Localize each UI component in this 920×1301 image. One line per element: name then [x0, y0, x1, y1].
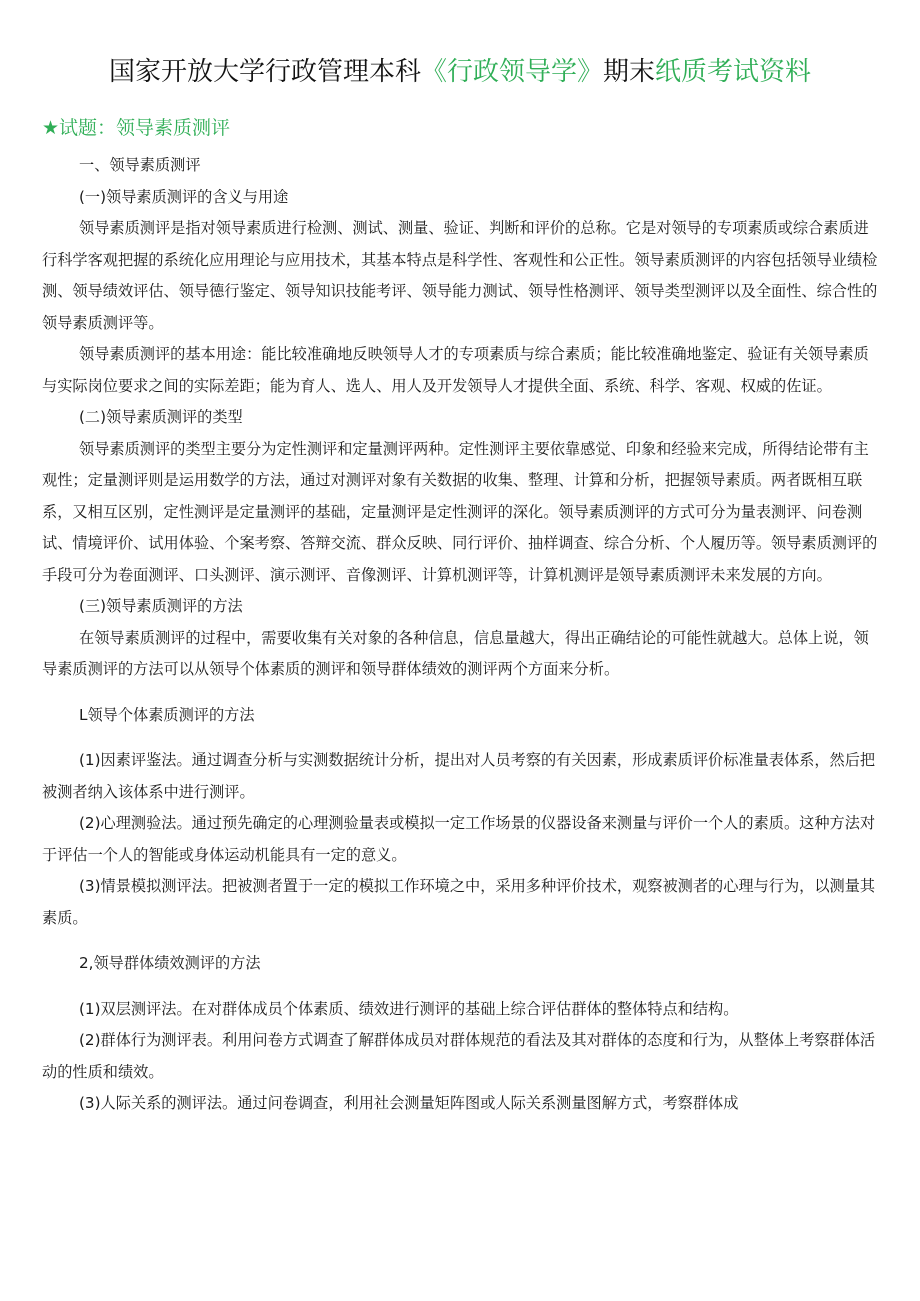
- paragraph: (2)群体行为测评表。利用问卷方式调查了解群体成员对群体规范的看法及其对群体的态度和行为，从整体上考察群体活动的性质和绩效。: [42, 1031, 876, 1081]
- paragraph: (1)双层测评法。在对群体成员个体素质、绩效进行测评的基础上综合评估群体的整体特点和结构。: [79, 999, 739, 1018]
- paragraph: 在领导素质测评的过程中，需要收集有关对象的各种信息，信息量越大，得出正确结论的可能性就越大。总体上说，领导素质测评的方法可以从领导个体素质的测评和领导群体绩效的测评两个方面来分析。: [42, 628, 869, 678]
- paragraph: (3)情景模拟测评法。把被测者置于一定的模拟工作环境之中，采用多种评价技术，观察被测者的心理与行为，以测量其素质。: [42, 877, 876, 927]
- page-title: [0, 52, 920, 92]
- paragraph: (1)因素评鉴法。通过调查分析与实测数据统计分析，提出对人员考察的有关因素，形成素质评价标准量表体系，然后把被测者纳入该体系中进行测评。: [42, 751, 876, 801]
- section-heading: 一、领导素质测评: [79, 156, 201, 174]
- paragraph: (2)心理测验法。通过预先确定的心理测验量表或模拟一定工作场景的仪器设备来测量与评价一个人的素质。这种方法对于评估一个人的智能或身体运动机能具有一定的意义。: [42, 814, 876, 864]
- title-part-1: 国家开放大学行政管理本科: [108, 57, 421, 87]
- paragraph: 领导素质测评的基本用途：能比较准确地反映领导人才的专项素质与综合素质；能比较准确地鉴定、验证有关领导素质与实际岗位要求之间的实际差距；能为育人、选人、用人及开发领导人才提供全面、系统、科学、客观、权威的佐证。: [42, 345, 869, 395]
- title-part-4: 纸质考试资料: [655, 57, 812, 87]
- paragraph: 领导素质测评是指对领导素质进行检测、测试、测量、验证、判断和评价的总称。它是对领导的专项素质或综合素质进行科学客观把握的系统化应用理论与应用技术，其基本特点是科学性、客观性和公正性。领导素质测评的内容包括领导业绩检测、领导绩效评估、领导德行鉴定、领导知识技能考评、领导能力测试、领导性格测评、领导类型测评以及全面性、综合性的领导素质测评等。: [42, 219, 878, 332]
- subsection-heading: (一)领导素质测评的含义与用途: [79, 187, 289, 206]
- method-heading: L领导个体素质测评的方法: [79, 705, 255, 724]
- section-subtitle: ★试题：领导素质测评: [42, 117, 231, 139]
- title-part-2: 《行政领导学》: [420, 57, 603, 87]
- subsection-heading: (二)领导素质测评的类型: [79, 408, 243, 426]
- paragraph: (3)人际关系的测评法。通过问卷调查，利用社会测量矩阵图或人际关系测量图解方式，考察群体成: [79, 1094, 739, 1112]
- title-part-3: 期末: [603, 57, 656, 87]
- subsection-heading: (三)领导素质测评的方法: [79, 597, 243, 615]
- paragraph: 领导素质测评的类型主要分为定性测评和定量测评两种。定性测评主要依靠感觉、印象和经验来完成，所得结论带有主观性；定量测评则是运用数学的方法，通过对测评对象有关数据的收集、整理、计算和分析，把握领导素质。两者既相互联系，又相互区别，定性测评是定量测评的基础，定量测评是定性测评的深化。领导素质测评的方式可分为量表测评、问卷测试、情境评价、试用体验、个案考察、答辩交流、群众反映、同行评价、抽样调查、综合分析、个人履历等。领导素质测评的手段可分为卷面测评、口头测评、演示测评、音像测评、计算机测评等，计算机测评是领导素质测评未来发展的方向。: [42, 439, 878, 584]
- document-body: [42, 150, 880, 1120]
- method-heading: 2,领导群体绩效测评的方法: [79, 954, 261, 972]
